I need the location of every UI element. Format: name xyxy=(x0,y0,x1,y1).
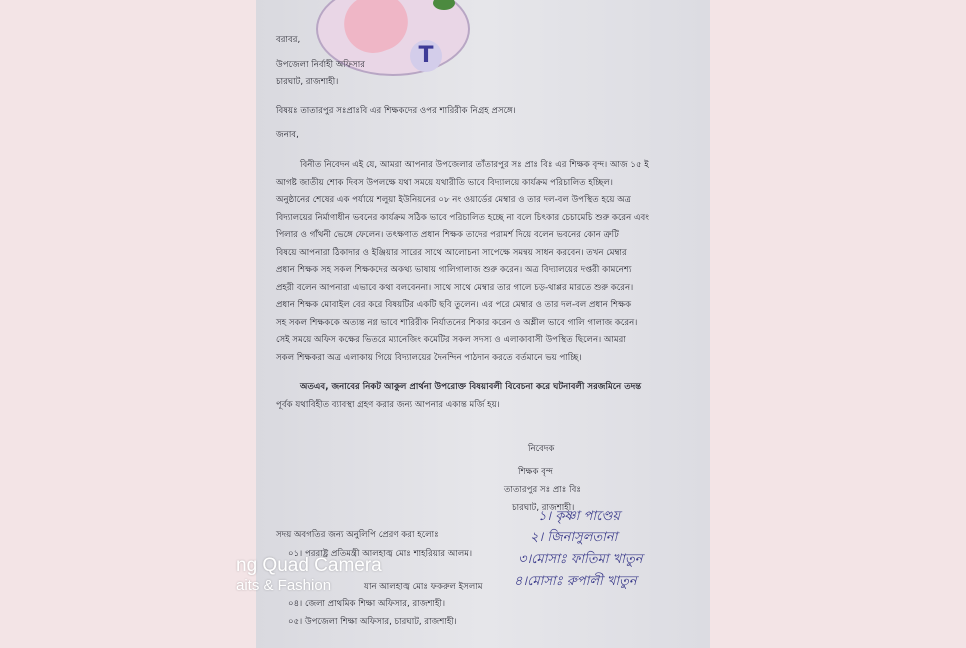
body-line: বিদ্যালয়ের নির্মাণাধীন ভবনের কার্যক্রম সঠিক ভাবে পরিচালিত হচ্ছে না বলে চিৎকার চেচামেচি শুরু করেন এবং xyxy=(276,213,650,223)
body-line: প্রহরী বলেন আপনারা এভাবে কথা বলবেননা। সাথে সাথে মেম্বার তার গালে চড়-থাপ্পর মারতে শুরু করেন। xyxy=(276,283,634,293)
signature: ১। কৃষ্ণা পাণ্ডেয় xyxy=(538,509,621,524)
body-line: প্রধান শিক্ষক মোবাইল বের করে বিষয়টির একটি ছবি তুলেন। এর পরে মেম্বার ও তার দল-বল প্রধান শিক্ষক xyxy=(276,300,632,310)
camera-watermark-subtitle: aits & Fashion xyxy=(236,577,332,594)
signature: ৪।মোসাঃ রুপালী খাতুন xyxy=(514,574,637,589)
recipient-title: উপজেলা নির্বাহী অফিসার xyxy=(276,60,365,70)
copy-heading: সদয় অবগতির জন্য অনুলিপি প্রেরণ করা হলোঃ xyxy=(276,530,439,540)
copy-item: যান আলহাজ্ব মোঃ ফকরুল ইসলাম xyxy=(364,582,483,592)
signature: ২। জিনাসুলতানা xyxy=(530,530,618,545)
copy-item: ০১। পররাষ্ট্র প্রতিমন্ত্রী আলহাজ্ব মোঃ শাহরিয়ার আলম। xyxy=(288,549,473,559)
body-line: বিনীত নিবেদন এই যে, আমরা আপনার উপজেলার তাঁতারপুর সঃ প্রাঃ বিঃ এর শিক্ষক বৃন্দ। আজ ১৫ ই xyxy=(300,160,649,170)
body-line: সহ সকল শিক্ষককে অত্যন্ত নগ্ন ভাবে শারিরীক নির্যাতনের শিকার করেন ও অশ্লীল ভাবে গালি গালাজ করেন। xyxy=(276,318,638,328)
copy-item: ০৪। জেলা প্রাথমিক শিক্ষা অফিসার, রাজশাহী। xyxy=(288,599,446,609)
subject-line: বিষয়ঃ তাতারপুর সঃপ্রাঃবি এর শিক্ষকদের ওপর শারিরীক নিগ্রহ প্রসঙ্গে। xyxy=(276,106,516,116)
sender-school: তাতারপুর সঃ প্রাঃ বিঃ xyxy=(504,485,581,495)
sender-label: নিবেদক xyxy=(528,444,555,454)
body-line: সকল শিক্ষকরা অত্র এলাকায় গিয়ে বিদ্যালয়ের দৈনন্দিন পাঠদান করতে বর্তমানে ভয় পাচ্ছি। xyxy=(276,353,582,363)
closing-line: অতএব, জনাবের নিকট আকুল প্রার্থনা উপরোক্ত বিষয়াবলী বিবেচনা করে ঘটনাবলী সরজমিনে তদন্ত xyxy=(300,382,642,392)
signature: ৩।মোসাঃ ফাতিমা খাতুন xyxy=(518,552,643,567)
body-line: আগষ্ট জাতীয় শোক দিবস উপলক্ষে যথা সময়ে যথারীতি ভাবে বিদ্যালয়ে কার্যক্রম পরিচালিত হচ্ছিল। xyxy=(276,178,613,188)
salutation: বরাবর, xyxy=(276,35,301,45)
sender-name: শিক্ষক বৃন্দ xyxy=(518,467,553,477)
sender-address: চারঘাট, রাজশাহী। xyxy=(512,503,575,513)
body-line: সেই সময়ে অফিস কক্ষের ভিতরে ম্যানেজিং কমেটির সকল সদস্য ও এলাকাবাসী উপস্থিত ছিলেন। আমরা xyxy=(276,335,626,345)
closing-line: পূর্বক যথাবিহীত ব্যাবস্থা গ্রহণ করার জন্য আপনার একান্ত মর্জি হয়। xyxy=(276,400,500,410)
greeting: জনাব, xyxy=(276,130,299,140)
body-line: অনুষ্ঠানের শেষের এক পর্যায়ে শলুয়া ইউনিয়নের ০৮ নং ওয়ার্ডের মেম্বার ও তার দল-বল উপস্থিত হয়ে অত্র xyxy=(276,195,631,205)
recipient-address: চারঘাট, রাজশাহী। xyxy=(276,77,339,87)
letter-t-icon: T xyxy=(410,40,442,72)
camera-watermark: ng Quad Camera xyxy=(236,555,382,576)
body-line: প্রধান শিক্ষক সহ সকল শিক্ষকদের অকথ্য ভাষায় গালিগালাজ শুরু করেন। অত্র বিদ্যালয়ের দপ্তরী কামনেশ্য xyxy=(276,265,632,275)
body-line: পিলার ও গাঁথনী ভেঙ্গে ফেলেন। তৎক্ষণাত প্রধান শিক্ষক তাদের পরামর্শ দিয়ে বলেন ভবনের কোন ত্রুটি xyxy=(276,230,619,240)
copy-item: ০৫। উপজেলা শিক্ষা অফিসার, চারঘাট, রাজশাহী। xyxy=(288,617,457,627)
body-line: বিষয়ে আপনারা ঠিকাদার ও ইঞ্জিয়ার সারের সাথে আলোচনা সাপেক্ষে সমন্বয় সাধন করবেন। তখন মেম্বার xyxy=(276,248,627,258)
